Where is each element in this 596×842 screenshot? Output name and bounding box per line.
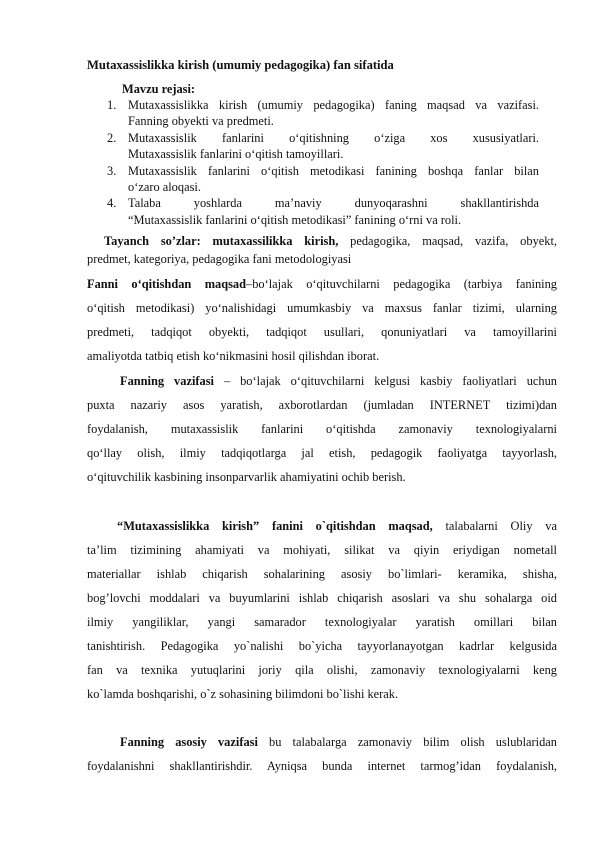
paragraph-line: ko`lamda boshqarishi, o`z sohasining bilimdoni bo`lishi kerak. bbox=[87, 687, 399, 701]
paragraph-line: materiallar ishlab chiqarish sohalarining asosiy bo`limlari- keramika, shisha, bbox=[87, 567, 557, 581]
plan-item bbox=[107, 97, 539, 130]
plan-item-number: 4. bbox=[107, 196, 117, 211]
plan-item-text: Mutaxassislik fanlarini o‘qitish metodikasi fanining boshqa fanlar bilan bbox=[128, 163, 539, 178]
plan-item-text: “Mutaxassislik fanlarini o‘qitish metodikasi” fanining o‘rni va roli. bbox=[128, 212, 462, 227]
plan-item-text: Talaba yoshlarda ma’naviy dunyoqarashni shakllantirishda bbox=[128, 196, 539, 211]
plan-item-text: o‘zaro aloqasi. bbox=[128, 180, 201, 195]
plan-item bbox=[107, 130, 539, 163]
paragraph-tasks bbox=[87, 369, 557, 489]
paragraph-lead: Fanni o‘qitishdan maqsad bbox=[87, 277, 247, 291]
paragraph-line: fan va texnika yutuqlarini joriy qila olishi, zamonaviy texnologiyalarni keng bbox=[87, 663, 557, 677]
plan-item-text: Mutaxassislik fanlarini o‘qitishning o‘ziga xos xususiyatlari. bbox=[128, 130, 539, 145]
plan-item bbox=[107, 195, 539, 228]
paragraph-line: bog’lovchi moddalari va buyumlarini ishlab chiqarish asoslari va shu sohalarga oid bbox=[87, 591, 557, 605]
plan-item-text: Fanning obyekti va predmeti. bbox=[128, 114, 274, 129]
plan-list bbox=[107, 97, 539, 228]
paragraph-line: bu talabalarga zamonaviy bilim olish uslublaridan bbox=[257, 735, 557, 749]
paragraph-lead: Fanning vazifasi bbox=[120, 374, 214, 388]
paragraph-line: ilmiy yangiliklar, yangi samarador texnologiyalar yaratish omillari bilan bbox=[87, 615, 557, 629]
key-words bbox=[87, 232, 557, 268]
paragraph-line: ta’lim tizimining ahamiyati va mohiyati, silikat va qiyin eriydigan nometall bbox=[87, 543, 557, 557]
paragraph-line: foydalanishni shakllantirishdir. Ayniqsa bunda internet tarmog’idan foydalanish, bbox=[87, 759, 557, 773]
plan-item-number: 2. bbox=[107, 130, 117, 145]
paragraph-line: foydalanish, mutaxassislik fanlarini o‘qitishda zamonaviy texnologiyalarni bbox=[87, 422, 557, 436]
plan-item-number: 1. bbox=[107, 98, 117, 112]
paragraph-line: puxta nazariy asos yaratish, axborotlardan (jumladan INTERNET tizimi)dan bbox=[87, 398, 557, 412]
paragraph-line: qo‘llay olish, ilmiy tadqiqotlarga jal etish, pedagogik faoliyatga tayyorlash, bbox=[87, 446, 557, 460]
paragraph-lead: “Mutaxassislikka kirish” fanini o`qitishdan maqsad, bbox=[117, 519, 433, 533]
paragraph-line: amaliyotda tatbiq etish ko‘nikmasini hosil qilishdan iborat. bbox=[87, 349, 380, 363]
document-title: Mutaxassislikka kirish (umumiy pedagogika) fan sifatida bbox=[87, 58, 394, 72]
plan-heading: Mavzu rejasi: bbox=[122, 82, 196, 96]
paragraph-line: –bo‘lajak o‘qituvchilarni pedagogika (tarbiya fanining bbox=[246, 277, 557, 291]
plan-item-text: Mutaxassislik fanlarini o‘qitish tamoyillari. bbox=[128, 147, 344, 162]
plan-item bbox=[107, 163, 539, 196]
paragraph-lead: Fanning asosiy vazifasi bbox=[120, 735, 258, 749]
paragraph-course-goal bbox=[87, 514, 557, 706]
paragraph-line: – bo‘lajak o‘qituvchilarni kelgusi kasbiy faoliyatlari uchun bbox=[213, 374, 557, 388]
paragraph-goal bbox=[87, 272, 557, 368]
plan-item-number: 3. bbox=[107, 163, 117, 178]
key-words-text: predmet, kategoriya, pedagogika fani metodologiyasi bbox=[87, 252, 352, 266]
paragraph-line: o‘qituvchilik kasbining insonparvarlik ahamiyatini ochib berish. bbox=[87, 470, 406, 484]
paragraph-main-task bbox=[87, 730, 557, 778]
key-words-text: pedagogika, maqsad, vazifa, obyekt, bbox=[338, 234, 557, 248]
paragraph-line: tanishtirish. Pedagogika yo`nalishi bo`yicha tayyorlanayotgan kadrlar kelgusida bbox=[87, 639, 557, 653]
paragraph-line: o‘qitish metodikasi) yo‘nalishidagi umumkasbiy va maxsus fanlar tizimi, ularning bbox=[87, 301, 557, 315]
paragraph-line: talabalarni Oliy va bbox=[432, 519, 557, 533]
key-words-label: Tayanch so’zlar: mutaxassilikka kirish, bbox=[104, 234, 339, 248]
paragraph-line: predmeti, tadqiqot obyekti, tadqiqot usullari, qonuniyatlari va tamoyillarini bbox=[87, 325, 557, 339]
plan-item-text: Mutaxassislikka kirish (umumiy pedagogika) faning maqsad va vazifasi. bbox=[128, 98, 539, 112]
